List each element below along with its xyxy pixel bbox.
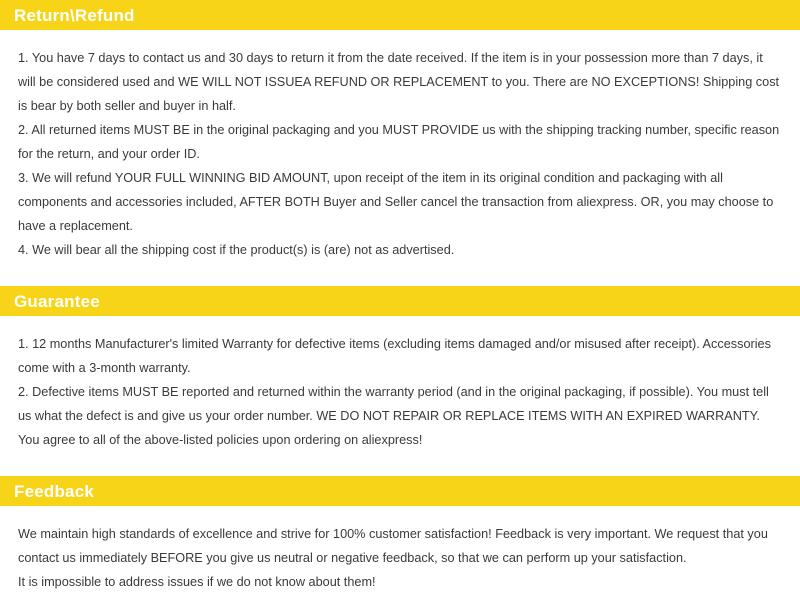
paragraph: 2. All returned items MUST BE in the original packaging and you MUST PROVIDE us with the shipping tracking number, specific reason for the return, and your order ID. [18, 123, 780, 161]
section-title: Guarantee [14, 291, 100, 311]
section-return-refund [0, 0, 800, 274]
section-header-guarantee [0, 286, 800, 316]
paragraph: 4. We will bear all the shipping cost if the product(s) is (are) not as advertised. [18, 243, 455, 257]
section-guarantee [0, 286, 800, 464]
paragraph: 2. Defective items MUST BE reported and returned within the warranty period (and in the original packaging, if possible). You must tell us what the defect is and give us your order number. WE DO NOT REPAIR OR REPLACE ITEMS WITH AN EXPIRED WARRANTY. [18, 385, 769, 423]
paragraph: We maintain high standards of excellence and strive for 100% customer satisfaction! Feedback is very important. We request that you contact us immediately BEFORE you give us neutral or negative feedback, so that we can perform up your satisfaction. [18, 527, 768, 565]
section-header-return-refund [0, 0, 800, 30]
paragraph: 3. We will refund YOUR FULL WINNING BID AMOUNT, upon receipt of the item in its original condition and packaging with all components and accessories included, AFTER BOTH Buyer and Seller cancel the transaction from aliexpress. OR, you may choose to have a replacement. [18, 171, 774, 233]
section-body-guarantee [0, 316, 800, 464]
section-body-feedback [0, 506, 800, 602]
section-title: Return\Refund [14, 5, 135, 25]
paragraph: 1. You have 7 days to contact us and 30 days to return it from the date received. If the item is in your possession more than 7 days, it will be considered used and WE WILL NOT ISSUEA REFUND OR REPLACEMENT to you. There are NO EXCEPTIONS! Shipping cost is bear by both seller and buyer in half. [18, 51, 780, 113]
paragraph: It is impossible to address issues if we do not know about them! [18, 575, 376, 589]
section-title: Feedback [14, 481, 95, 501]
paragraph: You agree to all of the above-listed policies upon ordering on aliexpress! [18, 433, 423, 447]
section-feedback [0, 476, 800, 602]
section-header-feedback [0, 476, 800, 506]
section-body-return-refund [0, 30, 800, 274]
paragraph: 1. 12 months Manufacturer's limited Warranty for defective items (excluding items damaged and/or misused after receipt). Accessories come with a 3-month warranty. [18, 337, 771, 375]
